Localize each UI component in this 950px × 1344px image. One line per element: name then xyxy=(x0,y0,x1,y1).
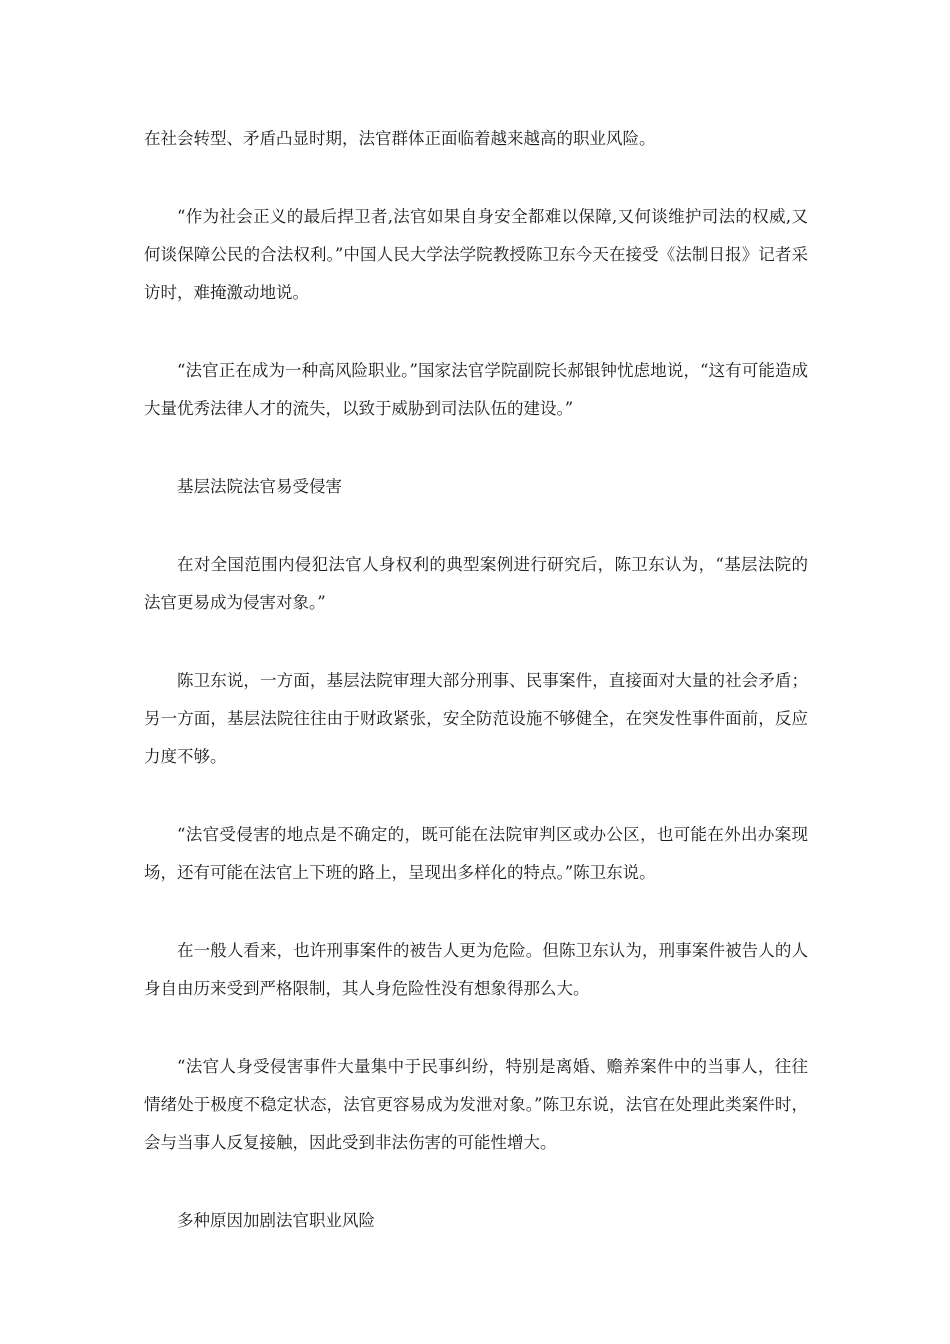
paragraph-intro: 在社会转型、矛盾凸显时期，法官群体正面临着越来越高的职业风险。 xyxy=(144,129,656,148)
section-heading-causes: 多种原因加剧法官职业风险 xyxy=(177,1211,375,1230)
paragraph-criminal: 在一般人看来，也许刑事案件的被告人更为危险。但陈卫东认为，刑事案件被告人的人身自由历来受到严格限制，其人身危险性没有想象得那么大。 xyxy=(144,941,808,998)
paragraph-reasons: 陈卫东说，一方面，基层法院审理大部分刑事、民事案件，直接面对大量的社会矛盾；另一方面，基层法院往往由于财政紧张，安全防范设施不够健全，在突发性事件面前，反应力度不够。 xyxy=(144,671,808,766)
document-page xyxy=(144,120,808,1280)
paragraph-civil: “法官人身受侵害事件大量集中于民事纠纷，特别是离婚、赡养案件中的当事人，往往情绪处于极度不稳定状态，法官更容易成为发泄对象。”陈卫东说，法官在处理此类案件时，会与当事人反复接触，因此受到非法伤害的可能性增大。 xyxy=(144,1057,808,1152)
paragraph-quote-chen: “作为社会正义的最后捍卫者,法官如果自身安全都难以保障,又何谈维护司法的权威,又何谈保障公民的合法权利。”中国人民大学法学院教授陈卫东今天在接受《法制日报》记者采访时，难掩激动地说。 xyxy=(144,207,808,302)
paragraph-research: 在对全国范围内侵犯法官人身权利的典型案例进行研究后，陈卫东认为，“基层法院的法官更易成为侵害对象。” xyxy=(144,555,808,612)
paragraph-locations: “法官受侵害的地点是不确定的，既可能在法院审判区或办公区，也可能在外出办案现场，还有可能在法官上下班的路上，呈现出多样化的特点。”陈卫东说。 xyxy=(144,825,808,882)
paragraph-quote-hao: “法官正在成为一种高风险职业。”国家法官学院副院长郝银钟忧虑地说，“这有可能造成大量优秀法律人才的流失，以致于威胁到司法队伍的建设。” xyxy=(144,361,808,418)
section-heading-grassroots: 基层法院法官易受侵害 xyxy=(177,477,342,496)
